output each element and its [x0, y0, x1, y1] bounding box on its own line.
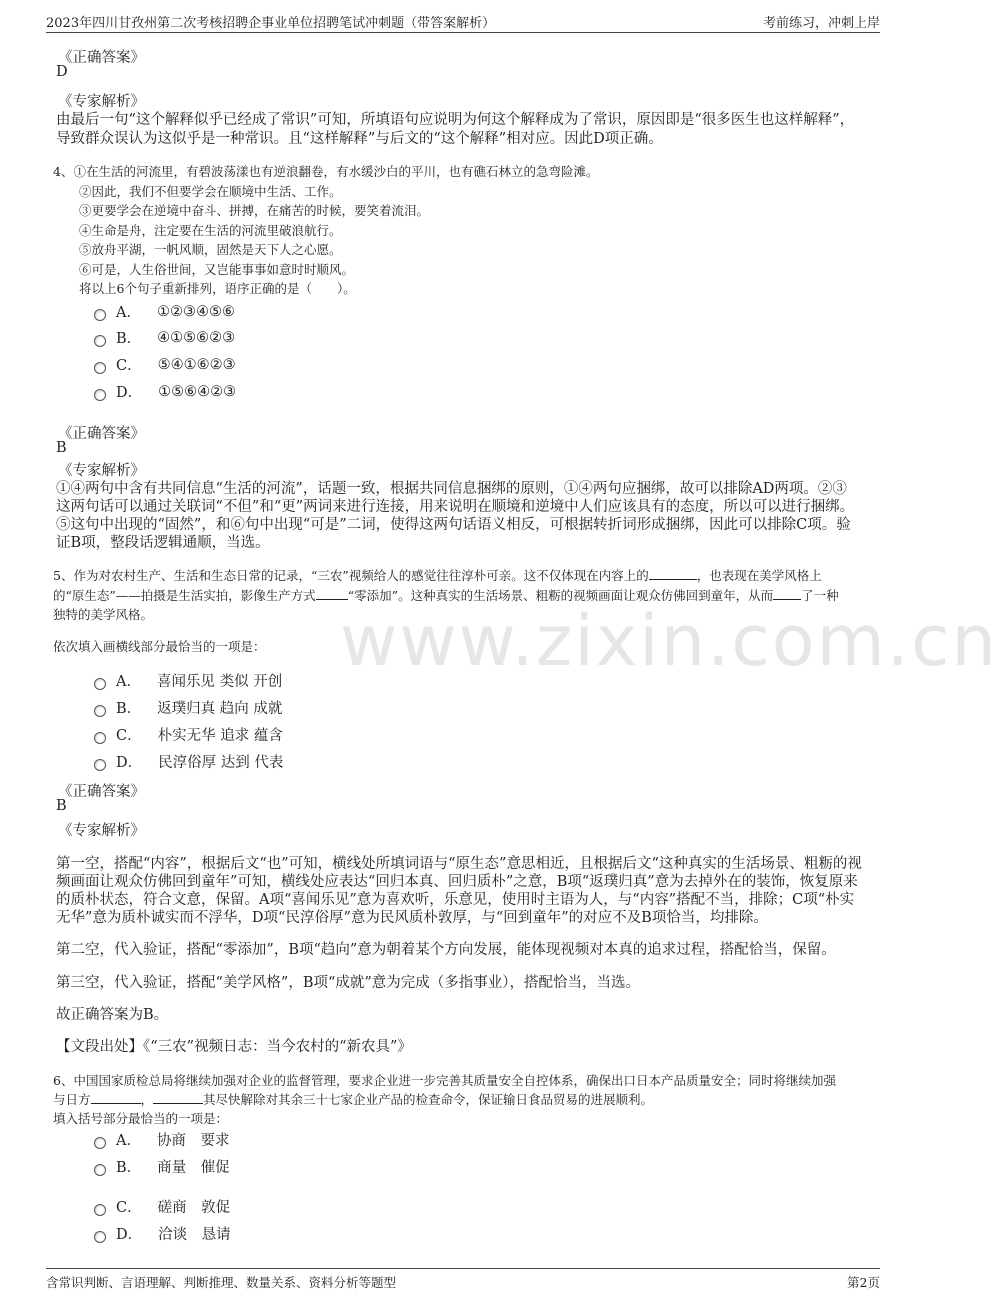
q5-analysis-label: 《专家解析》 [58, 823, 145, 839]
q3-answer: D [56, 64, 68, 80]
q5-analysis-para: 第二空，代入验证，搭配“零添加”，B项“趋向”意为朝着某个方向发展，能体现视频对本真的追求过程，搭配恰当，保留。 [56, 942, 836, 958]
option-letter: C． [116, 728, 142, 744]
q4-option-d[interactable] [94, 381, 236, 402]
option-text: 洽谈 恳请 [158, 1227, 231, 1243]
option-letter: C． [116, 358, 142, 374]
radio-icon[interactable] [94, 1231, 106, 1243]
q4-stem-line: ④生命是舟，注定要在生活的河流里破浪航行。 [79, 223, 342, 238]
q4-stem-line: ⑤放舟平湖，一帆风顺，固然是天下人之心愿。 [79, 242, 342, 257]
q5-answer-label: 《正确答案》 [58, 784, 145, 800]
option-text: 磋商 敦促 [157, 1200, 231, 1216]
q3-analysis-line: 导致群众误认为这似乎是一种常识。且“这样解释”与后文的“这个解释”相对应。因此D项正确。 [56, 131, 663, 147]
option-text: 民淳俗厚 达到 代表 [158, 755, 284, 771]
q4-analysis-line: 这两句话可以通过关联词“不但”和“更”两词来进行连接，用来说明在顺境和逆境中人们应该具有的态度，所以可以进行捆绑。 [56, 499, 855, 515]
q6-option-d[interactable] [94, 1223, 231, 1244]
option-letter: C． [116, 1200, 142, 1216]
q5-option-c[interactable] [94, 724, 283, 745]
q5-analysis-line: 无华”意为质朴诚实而不浮华，D项“民淳俗厚”意为民风质朴敦厚，与“回到童年”的对应不及B项恰当，均排除。 [56, 910, 768, 926]
radio-icon[interactable] [94, 678, 106, 690]
q6-stem-line: 与日方 ， 其尽快解除对其余三十七家企业产品的检查命令，保证输日食品贸易的进展顺利。 [53, 1092, 654, 1107]
q4-analysis-line: 证B项，整段话逻辑通顺，当选。 [56, 535, 270, 551]
option-text: ④①⑤⑥②③ [157, 329, 236, 346]
q4-option-a[interactable] [94, 301, 235, 322]
q6-option-b[interactable] [94, 1156, 230, 1177]
q4-stem-line: ②因此，我们不但要学会在顺境中生活、工作。 [79, 184, 342, 199]
option-text: 商量 催促 [157, 1160, 230, 1176]
option-letter: D． [116, 755, 143, 771]
option-text: ①⑤⑥④②③ [158, 383, 237, 400]
q4-option-b[interactable] [94, 327, 235, 348]
radio-icon[interactable] [94, 1137, 106, 1149]
q4-analysis-line: ①④两句中含有共同信息“生活的河流”，话题一致，根据共同信息捆绑的原则，①④两句应捆绑，故可以排除AD两项。②③ [56, 481, 847, 497]
q5-analysis-para: 第三空，代入验证，搭配“美学风格”，B项“成就”意为完成（多指事业），搭配恰当，当选。 [56, 975, 641, 991]
q6-prompt: 填入括号部分最恰当的一项是： [53, 1111, 229, 1126]
radio-icon[interactable] [94, 309, 106, 321]
option-text: 返璞归真 趋向 成就 [157, 701, 283, 717]
radio-icon[interactable] [94, 362, 106, 374]
option-letter: A． [116, 674, 141, 690]
q5-source: 【文段出处】《“三农”视频日志：当今农村的“新农具”》 [56, 1039, 412, 1055]
q3-analysis-line: 由最后一句“这个解释似乎已经成了常识”可知，所填语句应说明为何这个解释成为了常识，原因即是“很多医生也这样解释”， [56, 112, 855, 128]
q5-option-b[interactable] [94, 697, 282, 718]
q5-analysis-line: 的质朴状态，符合文意，保留。A项“喜闻乐见”意为喜欢听，乐意见，使用时主语为人，与“内容”搭配不当，排除；C项“朴实 [56, 892, 855, 908]
option-letter: B． [116, 1160, 142, 1176]
q4-stem-line: ⑥可是，人生俗世间，又岂能事事如意时时顺风。 [79, 262, 355, 277]
q6-option-a[interactable] [94, 1129, 229, 1150]
page-footer [46, 1268, 880, 1293]
q5-analysis-line: 频画面让观众仿佛回到童年”可知，横线处应表达“回归本真、回归质朴”之意，B项“返璞归真”意为去掉外在的装饰，恢复原来 [56, 874, 858, 890]
q5-analysis-line: 第一空，搭配“内容”，根据后文“也”可知，横线处所填词语与“原生态”意思相近，且根据后文“这种真实的生活场景、粗粝的视 [56, 856, 862, 872]
q4-stem-line: 4、①在生活的河流里，有碧波荡漾也有逆浪翻卷，有水缓沙白的平川，也有礁石林立的急弯险滩。 [53, 164, 599, 179]
option-letter: D． [116, 1227, 143, 1243]
q4-option-c[interactable] [94, 354, 236, 375]
option-text: ①②③④⑤⑥ [156, 303, 235, 320]
radio-icon[interactable] [94, 1164, 106, 1176]
page-number: 第2页 [847, 1275, 880, 1290]
q6-option-c[interactable] [94, 1196, 230, 1217]
watermark: www.zixin.com.cn [340, 600, 998, 682]
q4-stem-line: ③更要学会在逆境中奋斗、拼搏，在痛苦的时候，要笑着流泪。 [79, 203, 430, 218]
q3-analysis-label: 《专家解析》 [58, 94, 145, 110]
header-title: 2023年四川甘孜州第二次考核招聘企事业单位招聘笔试冲刺题（带答案解析） [46, 16, 496, 31]
q6-stem-line: 6、中国国家质检总局将继续加强对企业的监督管理，要求企业进一步完善其质量安全自控体系，确保出口日本产品质量安全；同时将继续加强 [53, 1073, 836, 1088]
footer-note: 含常识判断、言语理解、判断推理、数量关系、资料分析等题型 [46, 1275, 397, 1290]
q5-answer: B [56, 798, 67, 814]
q3-answer-label: 《正确答案》 [58, 50, 145, 66]
header-slogan: 考前练习，冲刺上岸 [762, 16, 880, 31]
option-letter: B． [116, 331, 142, 347]
option-text: 协商 要求 [156, 1133, 230, 1149]
page-header [46, 10, 880, 33]
q5-stem-line: 的“原生态”——拍摄是生活实拍，影像生产方式 “零添加”。这种真实的生活场景、粗粝的视频画面让观众仿佛回到童年，从而 了一种 [53, 588, 839, 603]
q5-option-d[interactable] [94, 751, 283, 772]
radio-icon[interactable] [94, 705, 106, 717]
q4-answer: B [56, 440, 67, 456]
q4-stem-line: 将以上6个句子重新排列，语序正确的是（ ）。 [79, 281, 356, 296]
option-letter: D． [116, 385, 143, 401]
q5-stem-line: 5、作为对农村生产、生活和生态日常的记录，“三农”视频给人的感觉往往淳朴可亲。这不仅体现在内容上的 ，也表现在美学风格上 [53, 568, 822, 583]
q5-prompt: 依次填入画横线部分最恰当的一项是： [53, 639, 266, 654]
q4-analysis-label: 《专家解析》 [58, 463, 145, 479]
q4-answer-label: 《正确答案》 [58, 426, 145, 442]
radio-icon[interactable] [94, 732, 106, 744]
radio-icon[interactable] [94, 1204, 106, 1216]
q4-analysis-line: ⑤这句中出现的“固然”，和⑥句中出现“可是”二词，使得这两句话语义相反，可根据转折词形成捆绑，因此可以排除C项。验 [56, 517, 851, 533]
option-letter: B． [116, 701, 142, 717]
radio-icon[interactable] [94, 759, 106, 771]
option-text: 喜闻乐见 类似 开创 [156, 674, 283, 690]
q5-conclusion: 故正确答案为B。 [56, 1007, 169, 1023]
option-text: ⑤④①⑥②③ [157, 356, 236, 373]
option-text: 朴实无华 追求 蕴含 [157, 728, 283, 744]
option-letter: A． [116, 1133, 141, 1149]
q5-stem-line: 独特的美学风格。 [53, 607, 154, 622]
option-letter: A． [116, 305, 141, 321]
q5-option-a[interactable] [94, 670, 282, 691]
radio-icon[interactable] [94, 389, 106, 401]
radio-icon[interactable] [94, 335, 106, 347]
